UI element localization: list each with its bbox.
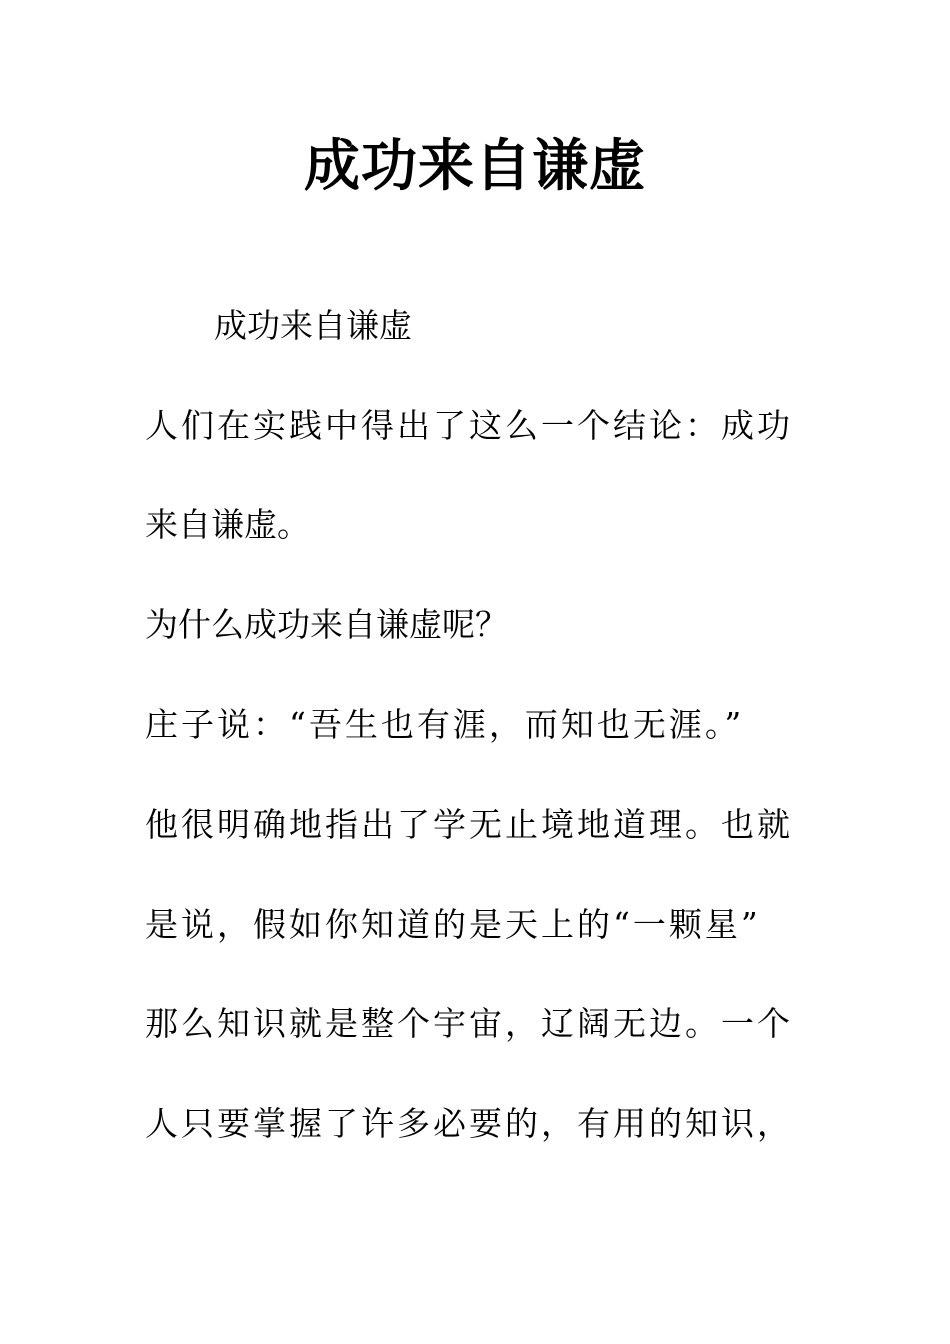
body-line: 是说，假如你知道的是天上的“一颗星” xyxy=(145,905,761,944)
body-line: 为什么成功来自谦虚呢？ xyxy=(145,605,508,644)
body-line: 人只要掌握了许多必要的，有用的知识， xyxy=(145,1104,793,1143)
body-line: 他很明确地指出了学无止境地道理。也就 xyxy=(145,805,793,844)
document-title: 成功来自谦虚 xyxy=(304,134,646,199)
body-line: 人们在实践中得出了这么一个结论：成功 xyxy=(145,406,793,445)
body-line: 来自谦虚。 xyxy=(145,505,310,544)
document-subtitle: 成功来自谦虚 xyxy=(214,306,412,345)
body-line: 庄子说：“吾生也有涯，而知也无涯。” xyxy=(145,705,745,744)
body-line: 那么知识就是整个宇宙，辽阔无边。一个 xyxy=(145,1004,793,1043)
